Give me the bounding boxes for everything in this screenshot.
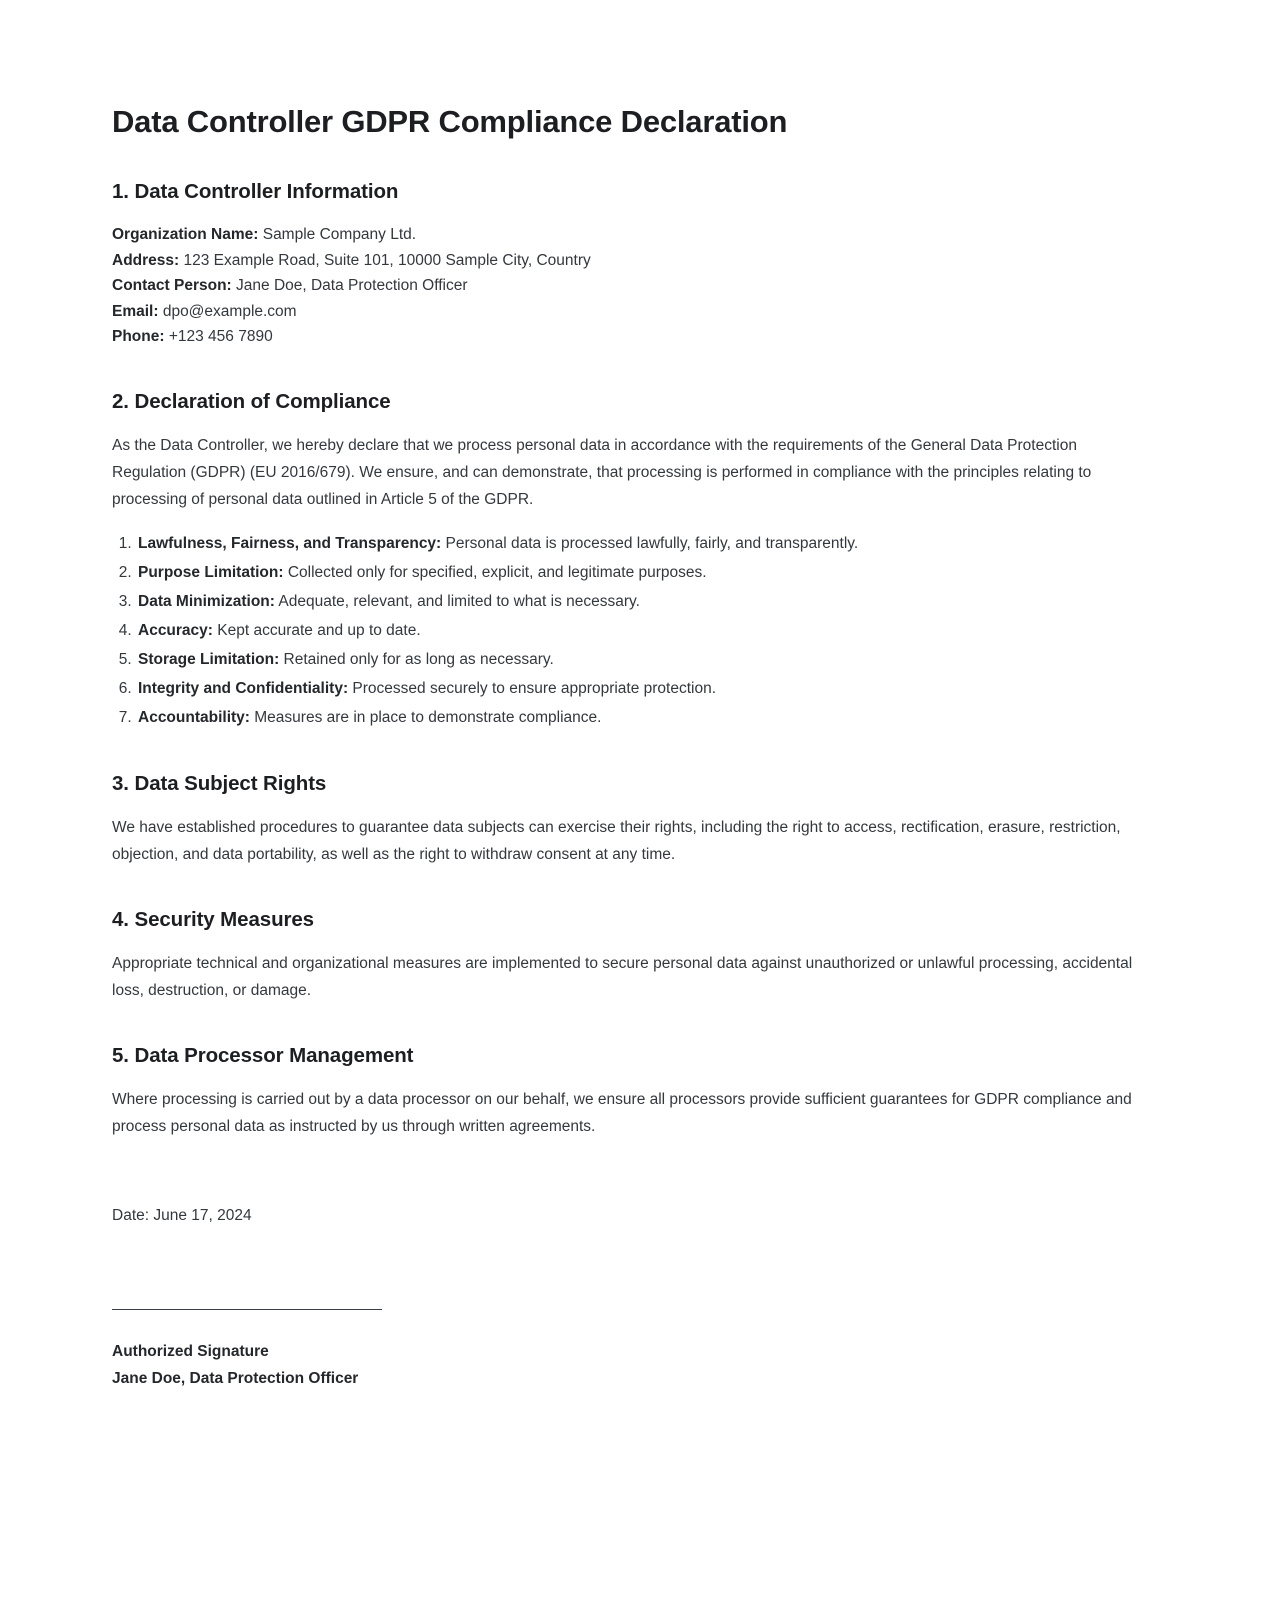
list-item-accuracy — [136, 616, 1151, 645]
declaration-paragraph: As the Data Controller, we hereby declare that we process personal data in accordance with the requirements of the General Data Protection Regulation (GDPR) (EU 2016/679). We ensure, and can demonstrate, that processing is performed in compliance with the principles relating to processing of personal data outlined in Article 5 of the GDPR. — [112, 436, 1092, 508]
principle-text: Processed securely to ensure appropriate protection. — [348, 679, 717, 697]
info-value-address: 123 Example Road, Suite 101, 10000 Sample City, Country — [179, 251, 591, 269]
principle-label: Data Minimization: — [138, 592, 275, 610]
principle-text: Personal data is processed lawfully, fairly, and transparently. — [441, 534, 859, 552]
principle-text: Retained only for as long as necessary. — [279, 650, 554, 668]
section-2-heading: 2. Declaration of Compliance — [112, 389, 391, 413]
section-4-heading: 4. Security Measures — [112, 907, 314, 931]
info-value-contact-person: Jane Doe, Data Protection Officer — [231, 277, 468, 294]
principle-text: Collected only for specified, explicit, and legitimate purposes. — [283, 563, 707, 581]
info-label-email: Email: — [112, 302, 159, 320]
list-item-accountability — [136, 703, 1151, 732]
list-item-purpose-limitation — [136, 558, 1151, 587]
info-label-organization: Organization Name: — [112, 226, 259, 243]
principle-label: Storage Limitation: — [138, 650, 280, 668]
list-item-integrity-confidentiality — [136, 674, 1151, 703]
signature-line — [112, 1309, 382, 1310]
signature-block — [112, 1338, 1151, 1392]
list-item-storage-limitation — [136, 645, 1151, 674]
info-line-phone — [112, 324, 1151, 350]
info-value-phone: +123 456 7890 — [164, 328, 273, 345]
data-subject-rights-paragraph: We have established procedures to guarantee data subjects can exercise their rights, including the right to access, rectification, erasure, restriction, objection, and data portability, as well as the right to withdraw consent at any time. — [112, 818, 1121, 863]
data-processor-paragraph: Where processing is carried out by a data processor on our behalf, we ensure all processors provide sufficient guarantees for GDPR compliance and process personal data as instructed by us through written agreements. — [112, 1090, 1132, 1135]
section-1-heading: 1. Data Controller Information — [112, 180, 399, 203]
info-line-organization — [112, 222, 1151, 248]
info-label-contact-person: Contact Person: — [112, 277, 232, 294]
principles-list — [112, 529, 1151, 732]
principle-text: Kept accurate and up to date. — [212, 621, 421, 639]
info-value-organization: Sample Company Ltd. — [258, 226, 417, 243]
date-line: Date: June 17, 2024 — [112, 1206, 252, 1224]
info-label-phone: Phone: — [112, 328, 165, 345]
list-item-lawfulness — [136, 529, 1151, 558]
principle-label: Accuracy: — [138, 621, 213, 639]
security-measures-paragraph: Appropriate technical and organizational measures are implemented to secure personal data against unauthorized or unlawful processing, accidental loss, destruction, or damage. — [112, 954, 1133, 999]
section-5-heading: 5. Data Processor Management — [112, 1043, 414, 1067]
page-title: Data Controller GDPR Compliance Declaration — [112, 104, 788, 139]
signature-label: Authorized Signature — [112, 1342, 269, 1360]
info-label-address: Address: — [112, 251, 180, 269]
controller-info-block — [112, 222, 1151, 350]
info-value-email: dpo@example.com — [158, 302, 297, 320]
info-line-address — [112, 248, 1151, 274]
signature-name: Jane Doe, Data Protection Officer — [112, 1369, 359, 1387]
principle-label: Lawfulness, Fairness, and Transparency: — [138, 534, 442, 552]
info-line-contact-person — [112, 273, 1151, 299]
principle-label: Accountability: — [138, 708, 250, 726]
principle-label: Purpose Limitation: — [138, 563, 284, 581]
principle-label: Integrity and Confidentiality: — [138, 679, 349, 697]
principle-text: Measures are in place to demonstrate compliance. — [249, 708, 602, 726]
principle-text: Adequate, relevant, and limited to what is necessary. — [274, 592, 640, 610]
list-item-data-minimization — [136, 587, 1151, 616]
section-3-heading: 3. Data Subject Rights — [112, 771, 327, 795]
info-line-email — [112, 299, 1151, 325]
